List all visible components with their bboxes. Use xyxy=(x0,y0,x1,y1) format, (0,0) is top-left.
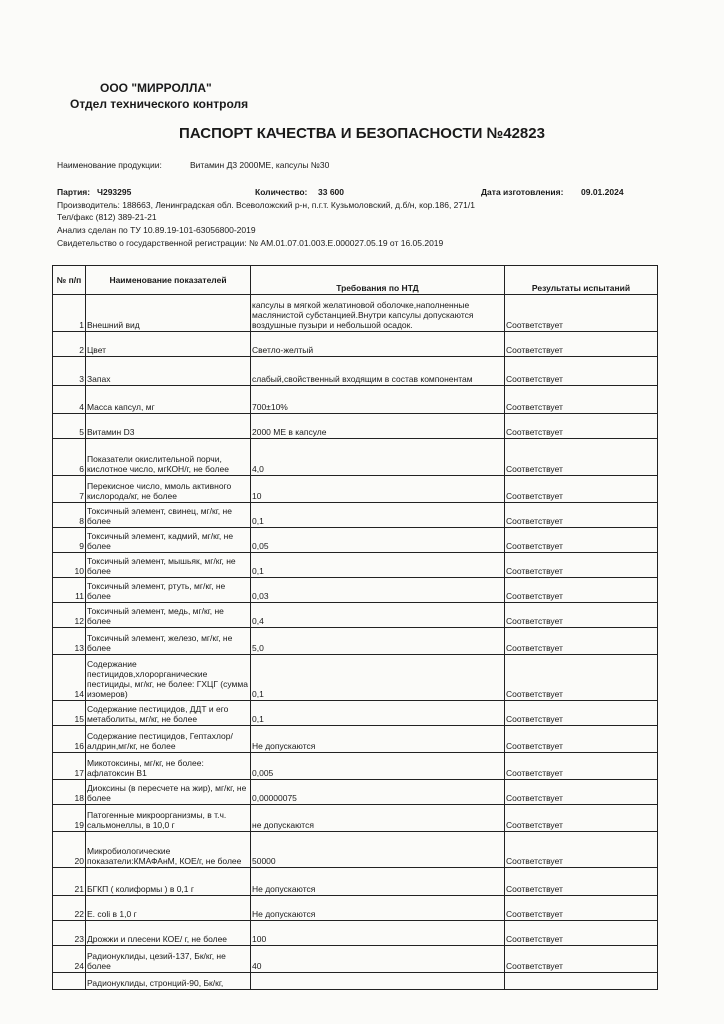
requirement-value: 0,4 xyxy=(251,603,505,628)
certificate-line: Свидетельство о государственной регистрации: № АМ.01.07.01.003.Е.000027.05.19 от 16.05.2019 xyxy=(57,238,444,248)
table-row xyxy=(53,553,658,578)
indicator-name: Цвет xyxy=(86,332,251,357)
requirement-value: 0,1 xyxy=(251,503,505,528)
row-number: 6 xyxy=(53,439,86,476)
indicator-name: БГКП ( колиформы ) в 0,1 г xyxy=(86,868,251,896)
requirement-value xyxy=(251,973,505,990)
company-name: ООО "МИРРОЛЛА" xyxy=(100,81,212,95)
row-number: 11 xyxy=(53,578,86,603)
requirement-value: 5,0 xyxy=(251,628,505,655)
requirement-value: 700±10% xyxy=(251,386,505,414)
test-result: Соответствует xyxy=(505,439,658,476)
row-number: 5 xyxy=(53,414,86,439)
indicator-name: Токсичный элемент, железо, мг/кг, не более xyxy=(86,628,251,655)
indicator-name: Токсичный элемент, медь, мг/кг, не более xyxy=(86,603,251,628)
table-row xyxy=(53,780,658,805)
row-number: 10 xyxy=(53,553,86,578)
table-row xyxy=(53,946,658,973)
requirement-value: слабый,свойственный входящим в состав компонентам xyxy=(251,357,505,386)
row-number: 21 xyxy=(53,868,86,896)
table-row xyxy=(53,414,658,439)
row-number: 8 xyxy=(53,503,86,528)
requirement-value: 40 xyxy=(251,946,505,973)
table-row xyxy=(53,726,658,753)
row-number: 2 xyxy=(53,332,86,357)
test-result: Соответствует xyxy=(505,476,658,503)
batch-label: Партия: xyxy=(57,187,91,197)
test-result: Соответствует xyxy=(505,726,658,753)
test-result: Соответствует xyxy=(505,753,658,780)
requirement-value: 0,1 xyxy=(251,655,505,701)
indicator-name: Дрожжи и плесени КОЕ/ г, не более xyxy=(86,921,251,946)
indicator-name: Содержание пестицидов, ДДТ и его метаболиты, мг/кг, не более xyxy=(86,701,251,726)
indicator-name: Токсичный элемент, ртуть, мг/кг, не более xyxy=(86,578,251,603)
table-row xyxy=(53,528,658,553)
indicator-name: Микробиологические показатели:КМАФАнМ, КОЕ/г, не более xyxy=(86,832,251,868)
table-row xyxy=(53,805,658,832)
row-number: 13 xyxy=(53,628,86,655)
row-number: 1 xyxy=(53,295,86,332)
requirement-value: Не допускаются xyxy=(251,868,505,896)
header-res: Результаты испытаний xyxy=(505,266,658,295)
indicator-name: Витамин D3 xyxy=(86,414,251,439)
indicator-name: Показатели окислительной порчи, кислотное число, мгКОН/г, не более xyxy=(86,439,251,476)
test-result xyxy=(505,973,658,990)
table-row xyxy=(53,832,658,868)
indicator-name: Радионуклиды, стронций-90, Бк/кг, xyxy=(86,973,251,990)
table-row xyxy=(53,578,658,603)
row-number: 14 xyxy=(53,655,86,701)
quality-table xyxy=(52,265,658,990)
indicator-name: Токсичный элемент, мышьяк, мг/кг, не более xyxy=(86,553,251,578)
row-number: 17 xyxy=(53,753,86,780)
test-result: Соответствует xyxy=(505,357,658,386)
row-number: 16 xyxy=(53,726,86,753)
row-number: 19 xyxy=(53,805,86,832)
header-name: Наименование показателей xyxy=(86,266,251,295)
row-number: 24 xyxy=(53,946,86,973)
indicator-name: Патогенные микроорганизмы, в т.ч. сальмонеллы, в 10,0 г xyxy=(86,805,251,832)
table-row xyxy=(53,503,658,528)
indicator-name: E. coli в 1,0 г xyxy=(86,896,251,921)
test-result: Соответствует xyxy=(505,386,658,414)
table-row xyxy=(53,332,658,357)
date-value: 09.01.2024 xyxy=(581,187,624,197)
indicator-name: Содержание пестицидов, Гептахлор/ алдрин,мг/кг, не более xyxy=(86,726,251,753)
phone-line: Тел/факс (812) 389-21-21 xyxy=(57,212,157,222)
table-row xyxy=(53,655,658,701)
test-result: Соответствует xyxy=(505,503,658,528)
row-number: 9 xyxy=(53,528,86,553)
requirement-value: 0,00000075 xyxy=(251,780,505,805)
page-title: ПАСПОРТ КАЧЕСТВА И БЕЗОПАСНОСТИ №42823 xyxy=(179,125,545,142)
test-result: Соответствует xyxy=(505,332,658,357)
indicator-name: Запах xyxy=(86,357,251,386)
requirement-value: не допускаются xyxy=(251,805,505,832)
header-req: Требования по НТД xyxy=(251,266,505,295)
quantity-value: 33 600 xyxy=(318,187,344,197)
row-number xyxy=(53,973,86,990)
table-row xyxy=(53,753,658,780)
requirement-value: 0,005 xyxy=(251,753,505,780)
product-value: Витамин Д3 2000МЕ, капсулы №30 xyxy=(190,160,330,170)
indicator-name: Радионуклиды, цезий-137, Бк/кг, не более xyxy=(86,946,251,973)
table-row xyxy=(53,386,658,414)
row-number: 22 xyxy=(53,896,86,921)
requirement-value: 10 xyxy=(251,476,505,503)
table-row xyxy=(53,476,658,503)
requirement-value: 0,1 xyxy=(251,701,505,726)
requirement-value: 50000 xyxy=(251,832,505,868)
row-number: 18 xyxy=(53,780,86,805)
table-header-row xyxy=(53,266,658,295)
table-row xyxy=(53,295,658,332)
indicator-name: Масса капсул, мг xyxy=(86,386,251,414)
test-result: Соответствует xyxy=(505,832,658,868)
test-result: Соответствует xyxy=(505,701,658,726)
requirement-value: 100 xyxy=(251,921,505,946)
header-num: № п/п xyxy=(53,266,86,295)
indicator-name: Диоксины (в пересчете на жир), мг/кг, не более xyxy=(86,780,251,805)
test-result: Соответствует xyxy=(505,578,658,603)
department-name: Отдел технического контроля xyxy=(70,97,249,111)
table-row xyxy=(53,973,658,990)
test-result: Соответствует xyxy=(505,553,658,578)
row-number: 4 xyxy=(53,386,86,414)
test-result: Соответствует xyxy=(505,628,658,655)
table-row xyxy=(53,603,658,628)
requirement-value: капсулы в мягкой желатиновой оболочке,наполненные маслянистой субстанцией.Внутри капсулы допускаются воздушные пузыри и небольшой осадок. xyxy=(251,295,505,332)
test-result: Соответствует xyxy=(505,414,658,439)
test-result: Соответствует xyxy=(505,896,658,921)
table-row xyxy=(53,439,658,476)
test-result: Соответствует xyxy=(505,655,658,701)
test-result: Соответствует xyxy=(505,805,658,832)
requirement-value: 0,1 xyxy=(251,553,505,578)
test-result: Соответствует xyxy=(505,868,658,896)
row-number: 12 xyxy=(53,603,86,628)
row-number: 3 xyxy=(53,357,86,386)
batch-value: Ч293295 xyxy=(97,187,132,197)
requirement-value: 0,03 xyxy=(251,578,505,603)
manufacturer-line: Производитель: 188663, Ленинградская обл. Всеволожский р-н, п.г.т. Кузьмоловский, д.б/н, кор.186, 271/1 xyxy=(57,200,475,210)
product-label: Наименование продукции: xyxy=(57,160,162,170)
row-number: 15 xyxy=(53,701,86,726)
date-label: Дата изготовления: xyxy=(481,187,564,197)
indicator-name: Токсичный элемент, свинец, мг/кг, не более xyxy=(86,503,251,528)
test-result: Соответствует xyxy=(505,528,658,553)
requirement-value: 2000 МЕ в капсуле xyxy=(251,414,505,439)
indicator-name: Содержание пестицидов,хлорорганические пестициды, мг/кг, не более: ГХЦГ (сумма изомеров) xyxy=(86,655,251,701)
row-number: 23 xyxy=(53,921,86,946)
table-row xyxy=(53,868,658,896)
requirement-value: Не допускаются xyxy=(251,726,505,753)
indicator-name: Микотоксины, мг/кг, не более: афлатоксин В1 xyxy=(86,753,251,780)
indicator-name: Перекисное число, ммоль активного кислорода/кг, не более xyxy=(86,476,251,503)
test-result: Соответствует xyxy=(505,946,658,973)
row-number: 20 xyxy=(53,832,86,868)
test-result: Соответствует xyxy=(505,295,658,332)
quantity-label: Количество: xyxy=(255,187,308,197)
indicator-name: Внешний вид xyxy=(86,295,251,332)
table-row xyxy=(53,357,658,386)
requirement-value: Светло-желтый xyxy=(251,332,505,357)
table-row xyxy=(53,628,658,655)
table-row xyxy=(53,701,658,726)
requirement-value: 0,05 xyxy=(251,528,505,553)
test-result: Соответствует xyxy=(505,921,658,946)
row-number: 7 xyxy=(53,476,86,503)
table-row xyxy=(53,921,658,946)
test-result: Соответствует xyxy=(505,780,658,805)
indicator-name: Токсичный элемент, кадмий, мг/кг, не более xyxy=(86,528,251,553)
analysis-line: Анализ сделан по ТУ 10.89.19-101-63056800-2019 xyxy=(57,225,256,235)
requirement-value: Не допускаются xyxy=(251,896,505,921)
table-row xyxy=(53,896,658,921)
requirement-value: 4,0 xyxy=(251,439,505,476)
test-result: Соответствует xyxy=(505,603,658,628)
